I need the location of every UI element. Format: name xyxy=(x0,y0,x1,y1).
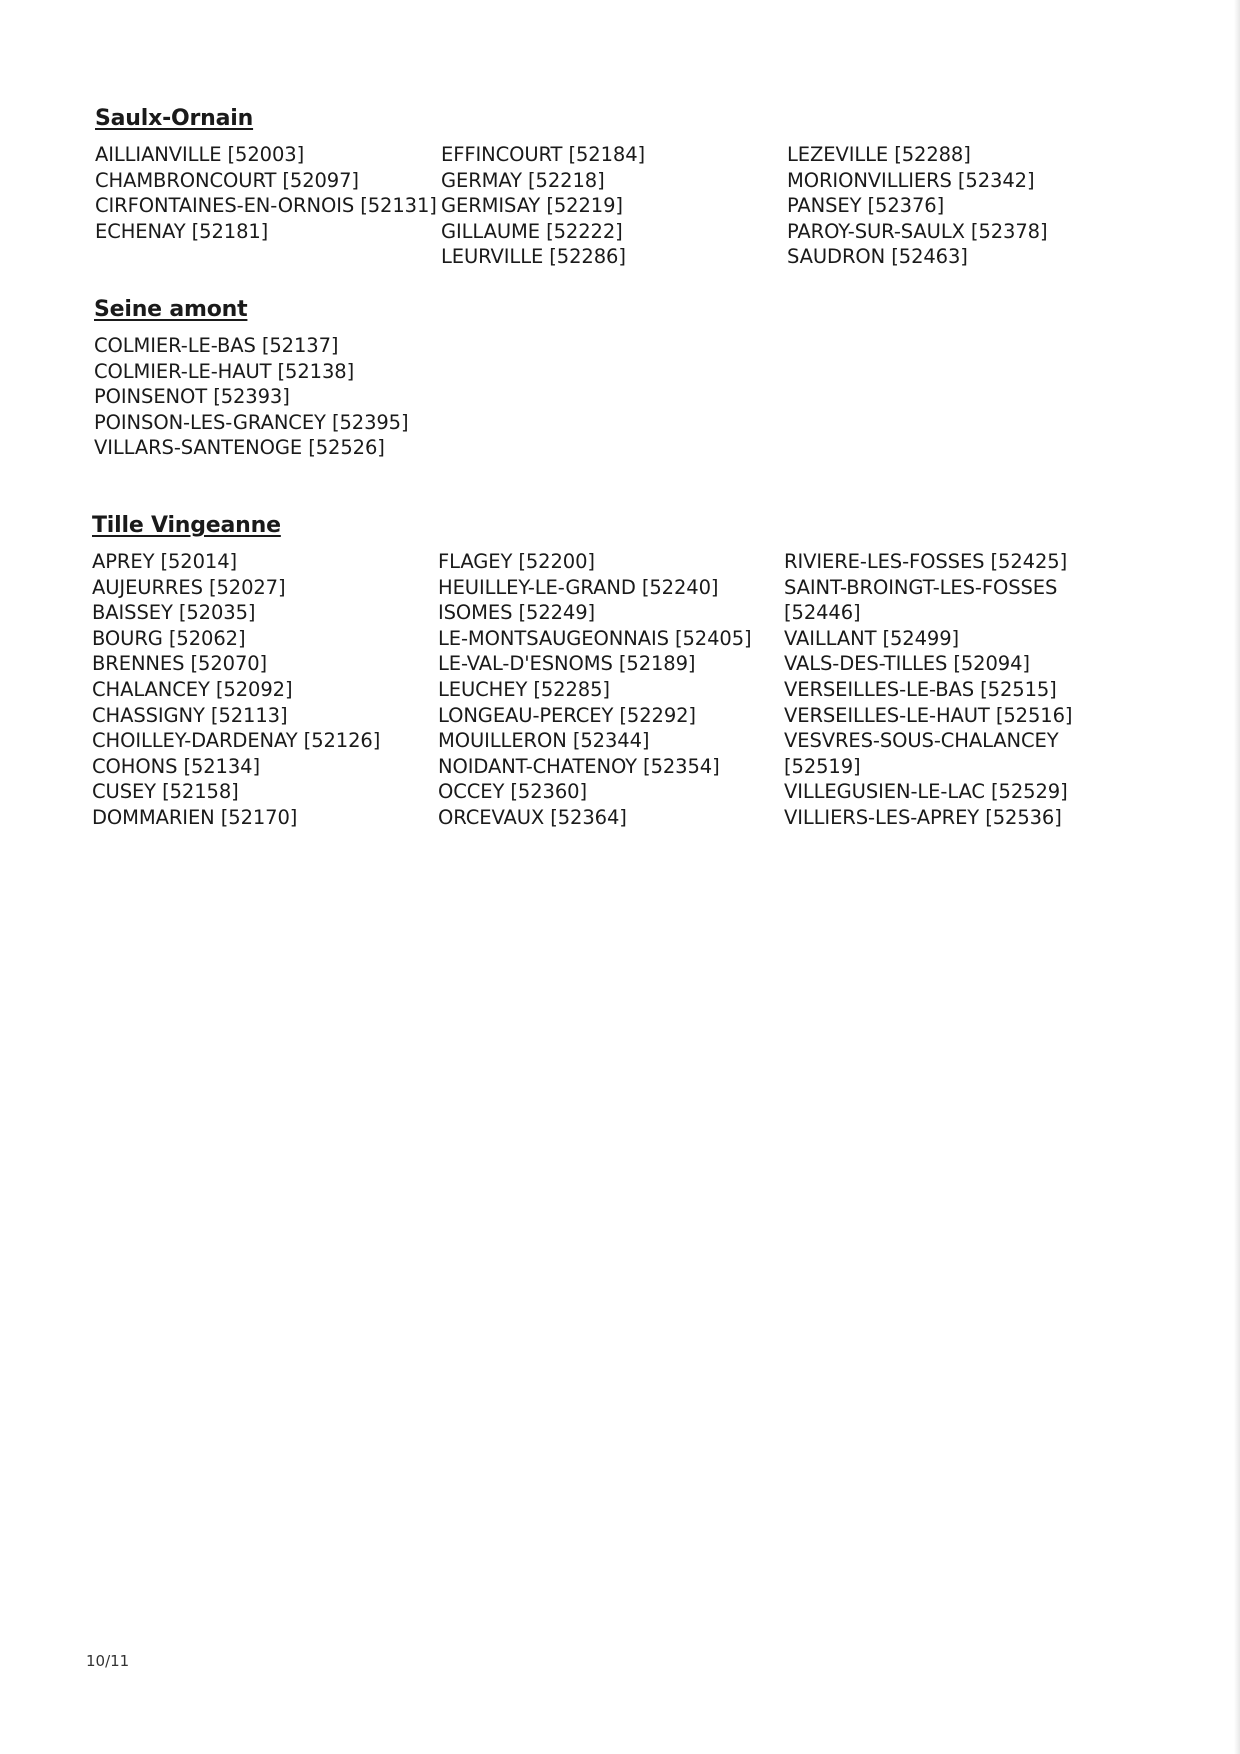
commune-column-2 xyxy=(438,549,784,831)
commune-item: GERMAY [52218] xyxy=(441,168,605,192)
commune-item: BRENNES [52070] xyxy=(92,652,268,676)
commune-item: EFFINCOURT [52184] xyxy=(441,143,646,166)
commune-column-1 xyxy=(92,549,438,831)
commune-item: FLAGEY [52200] xyxy=(438,550,595,573)
section-saulx-ornain xyxy=(95,104,1155,270)
commune-item: VILLIERS-LES-APREY [52536] xyxy=(784,805,1062,829)
commune-item: VERSEILLES-LE-BAS [52515] xyxy=(784,677,1057,701)
commune-item: MORIONVILLIERS [52342] xyxy=(787,168,1035,192)
commune-item: ORCEVAUX [52364] xyxy=(438,805,627,829)
commune-columns xyxy=(92,549,1152,831)
commune-item: CIRFONTAINES-EN-ORNOIS [52131] xyxy=(95,194,437,218)
commune-item: BOURG [52062] xyxy=(92,626,246,650)
scan-edge-shadow xyxy=(1234,0,1240,1754)
commune-item: VALS-DES-TILLES [52094] xyxy=(784,652,1030,676)
commune-item: COHONS [52134] xyxy=(92,754,260,778)
commune-item: PAROY-SUR-SAULX [52378] xyxy=(787,219,1048,243)
commune-item: POINSON-LES-GRANCEY [52395] xyxy=(94,410,409,434)
commune-item: SAINT-BROINGT-LES-FOSSES [52446] xyxy=(784,575,1058,625)
commune-item: COLMIER-LE-HAUT [52138] xyxy=(94,359,355,383)
commune-item: LEUCHEY [52285] xyxy=(438,677,610,701)
section-title: Saulx-Ornain xyxy=(95,106,254,131)
commune-item: LE-VAL-D'ESNOMS [52189] xyxy=(438,652,696,676)
commune-item: OCCEY [52360] xyxy=(438,780,587,804)
commune-item: VILLEGUSIEN-LE-LAC [52529] xyxy=(784,780,1068,804)
commune-item: LONGEAU-PERCEY [52292] xyxy=(438,703,696,727)
commune-item: PANSEY [52376] xyxy=(787,194,945,218)
commune-item: AUJEURRES [52027] xyxy=(92,575,286,599)
commune-item: VILLARS-SANTENOGE [52526] xyxy=(94,436,385,460)
commune-item: VESVRES-SOUS-CHALANCEY [52519] xyxy=(784,729,1059,778)
commune-item: CHALANCEY [52092] xyxy=(92,677,293,701)
commune-item: GILLAUME [52222] xyxy=(441,219,623,243)
commune-item: CHOILLEY-DARDENAY [52126] xyxy=(92,729,381,753)
commune-column-1 xyxy=(94,333,514,461)
commune-item: CHAMBRONCOURT [52097] xyxy=(95,168,359,192)
commune-column-1 xyxy=(95,142,441,270)
commune-item: COLMIER-LE-BAS [52137] xyxy=(94,334,339,357)
commune-item: ECHENAY [52181] xyxy=(95,219,269,243)
section-title: Tille Vingeanne xyxy=(92,513,281,538)
commune-item: RIVIERE-LES-FOSSES [52425] xyxy=(784,550,1068,573)
commune-item: CUSEY [52158] xyxy=(92,780,239,804)
commune-item: APREY [52014] xyxy=(92,550,238,573)
commune-column-3 xyxy=(787,142,1133,270)
section-tille-vingeanne xyxy=(92,511,1152,831)
commune-column-3 xyxy=(784,549,1130,831)
commune-item: LEURVILLE [52286] xyxy=(441,245,626,269)
commune-column-2 xyxy=(441,142,787,270)
commune-columns xyxy=(94,333,1154,461)
section-title: Seine amont xyxy=(94,297,248,322)
commune-item: SAUDRON [52463] xyxy=(787,245,968,269)
commune-item: AILLIANVILLE [52003] xyxy=(95,143,305,166)
commune-columns xyxy=(95,142,1155,270)
commune-item: ISOMES [52249] xyxy=(438,601,596,625)
page-number: 10/11 xyxy=(86,1652,130,1670)
commune-item: POINSENOT [52393] xyxy=(94,385,290,409)
commune-item: DOMMARIEN [52170] xyxy=(92,805,298,829)
commune-item: NOIDANT-CHATENOY [52354] xyxy=(438,754,720,778)
commune-item: VERSEILLES-LE-HAUT [52516] xyxy=(784,703,1073,727)
commune-item: MOUILLERON [52344] xyxy=(438,729,650,753)
commune-item: LEZEVILLE [52288] xyxy=(787,143,971,166)
commune-item: CHASSIGNY [52113] xyxy=(92,703,288,727)
commune-item: BAISSEY [52035] xyxy=(92,601,256,625)
commune-item: VAILLANT [52499] xyxy=(784,626,960,650)
commune-item: GERMISAY [52219] xyxy=(441,194,623,218)
commune-item: HEUILLEY-LE-GRAND [52240] xyxy=(438,575,719,599)
section-seine-amont xyxy=(94,295,1154,461)
commune-item: LE-MONTSAUGEONNAIS [52405] xyxy=(438,626,752,650)
